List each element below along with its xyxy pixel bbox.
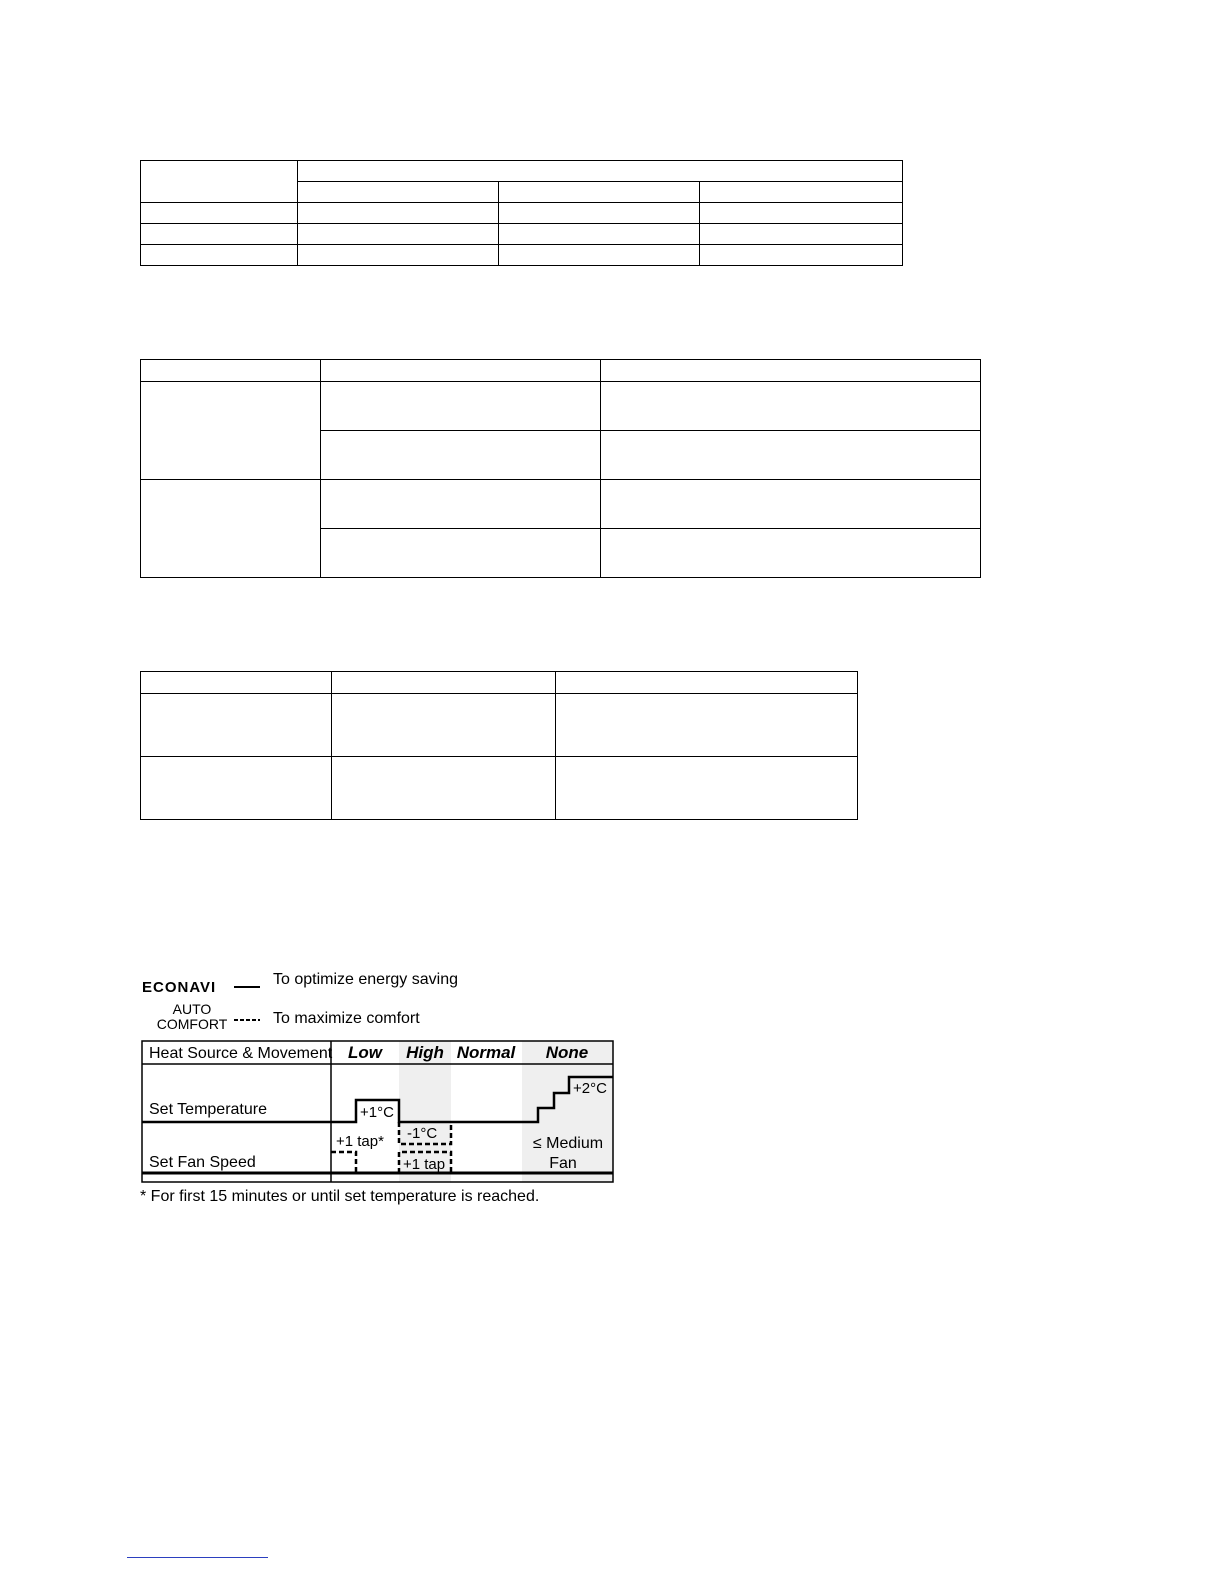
table-1-subheader	[499, 182, 700, 203]
table-row	[141, 480, 981, 529]
auto-comfort-logo-line1: AUTO	[172, 1001, 212, 1017]
table-row	[141, 382, 981, 431]
footer-rule	[127, 1557, 268, 1558]
low-temp-label: +1°C	[360, 1104, 394, 1121]
auto-comfort-logo-line2: COMFORT	[156, 1016, 228, 1032]
high-fan-label: +1 tap	[403, 1156, 446, 1173]
table-header-row	[141, 672, 858, 694]
column-none: None	[545, 1043, 589, 1062]
table-row	[141, 245, 903, 266]
table-1-subheader	[298, 182, 499, 203]
table-3	[140, 671, 858, 820]
econavi-legend-text: To optimize energy saving	[273, 971, 458, 988]
table-row	[141, 224, 903, 245]
auto-comfort-legend-text: To maximize comfort	[273, 1010, 420, 1027]
table-1-header-span	[298, 161, 903, 182]
table-row	[141, 203, 903, 224]
table-1	[140, 160, 903, 266]
table-row	[141, 757, 858, 820]
high-temp-label: -1°C	[407, 1125, 438, 1142]
table-2	[140, 359, 981, 578]
heat-source-header: Heat Source & Movement	[149, 1045, 333, 1062]
table-row	[141, 694, 858, 757]
table-1-subheader	[700, 182, 903, 203]
econavi-auto-comfort-diagram	[136, 960, 620, 1210]
diagram-footnote: * For first 15 minutes or until set temperature is reached.	[140, 1188, 540, 1205]
column-low: Low	[348, 1043, 382, 1062]
econavi-logo: ECONAVI	[142, 979, 217, 996]
none-fan-label-line1: ≤ Medium	[532, 1135, 604, 1152]
none-fan-label-line2: Fan	[549, 1155, 577, 1172]
row-set-fan-speed: Set Fan Speed	[149, 1154, 256, 1171]
comfort-low-fan-line	[331, 1152, 356, 1173]
row-set-temperature: Set Temperature	[149, 1101, 267, 1118]
column-high: High	[406, 1043, 444, 1062]
low-fan-label: +1 tap*	[336, 1133, 384, 1150]
table-1-corner-cell	[141, 161, 298, 203]
table-header-row	[141, 360, 981, 382]
none-temp-label: +2°C	[573, 1080, 607, 1097]
column-normal: Normal	[456, 1043, 516, 1062]
